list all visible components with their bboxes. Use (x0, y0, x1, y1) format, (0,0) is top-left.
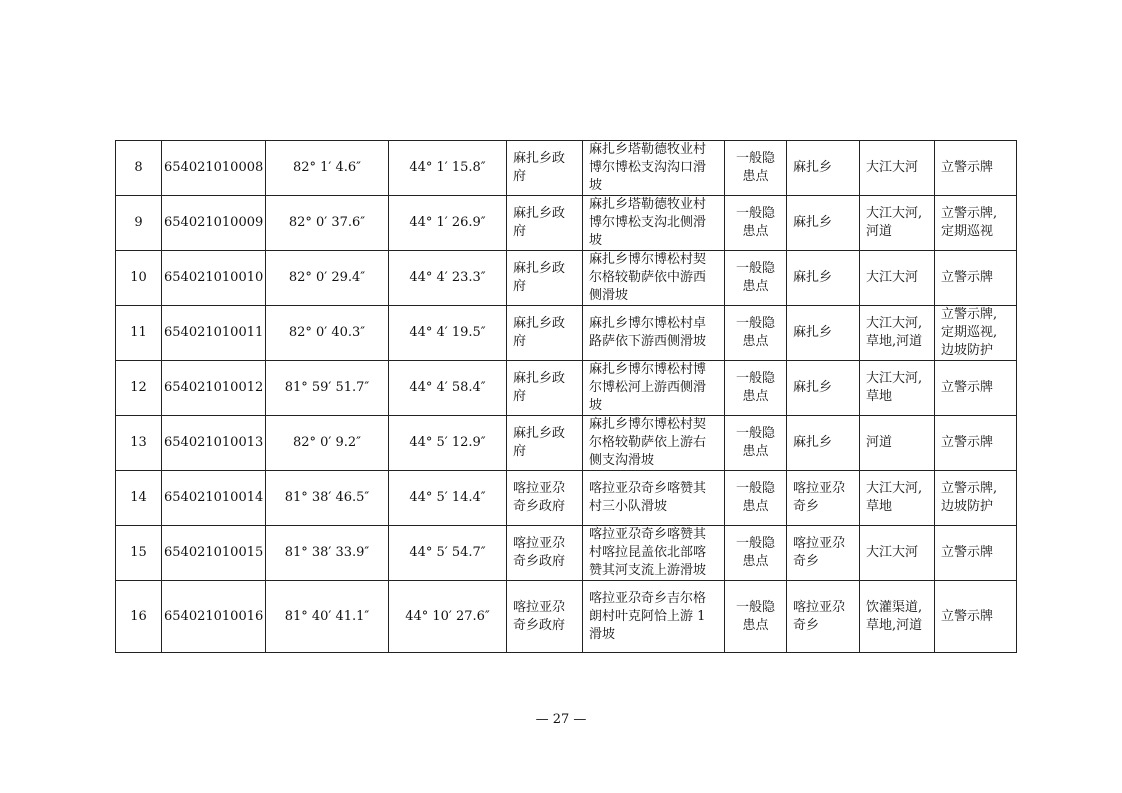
cell-location: 麻扎乡博尔博松村卓路萨依下游西侧滑坡 (583, 306, 725, 361)
cell-threat: 河道 (860, 416, 935, 471)
table-row (116, 581, 1017, 653)
cell-level: 一般隐患点 (725, 416, 787, 471)
cell-level: 一般隐患点 (725, 471, 787, 526)
cell-latitude: 44° 10′ 27.6″ (389, 581, 507, 653)
cell-code: 654021010012 (162, 361, 266, 416)
cell-township: 喀拉亚尕奇乡 (787, 581, 860, 653)
cell-latitude: 44° 5′ 54.7″ (389, 526, 507, 581)
cell-code: 654021010015 (162, 526, 266, 581)
cell-location: 麻扎乡博尔博松村契尔格较勒萨依中游西侧滑坡 (583, 251, 725, 306)
cell-longitude: 81° 38′ 33.9″ (266, 526, 389, 581)
cell-unit: 麻扎乡政府 (507, 141, 583, 196)
cell-township: 麻扎乡 (787, 306, 860, 361)
cell-code: 654021010010 (162, 251, 266, 306)
cell-measure: 立警示牌 (935, 416, 1017, 471)
cell-longitude: 82° 0′ 40.3″ (266, 306, 389, 361)
cell-no: 8 (116, 141, 162, 196)
cell-code: 654021010016 (162, 581, 266, 653)
cell-township: 麻扎乡 (787, 196, 860, 251)
cell-threat: 大江大河,草地 (860, 361, 935, 416)
table-body (116, 141, 1017, 653)
cell-township: 喀拉亚尕奇乡 (787, 471, 860, 526)
cell-location: 喀拉亚尕奇乡吉尔格朗村叶克阿恰上游 1 滑坡 (583, 581, 725, 653)
cell-unit: 喀拉亚尕奇乡政府 (507, 471, 583, 526)
cell-location: 麻扎乡博尔博松村博尔博松河上游西侧滑坡 (583, 361, 725, 416)
cell-location: 麻扎乡博尔博松村契尔格较勒萨依上游右侧支沟滑坡 (583, 416, 725, 471)
table-row (116, 196, 1017, 251)
cell-measure: 立警示牌,边坡防护 (935, 471, 1017, 526)
cell-unit: 麻扎乡政府 (507, 361, 583, 416)
cell-latitude: 44° 4′ 23.3″ (389, 251, 507, 306)
cell-measure: 立警示牌 (935, 361, 1017, 416)
cell-no: 15 (116, 526, 162, 581)
cell-code: 654021010011 (162, 306, 266, 361)
cell-measure: 立警示牌 (935, 141, 1017, 196)
cell-longitude: 82° 0′ 37.6″ (266, 196, 389, 251)
cell-longitude: 81° 59′ 51.7″ (266, 361, 389, 416)
cell-code: 654021010013 (162, 416, 266, 471)
cell-township: 麻扎乡 (787, 416, 860, 471)
cell-code: 654021010008 (162, 141, 266, 196)
cell-threat: 大江大河 (860, 251, 935, 306)
cell-no: 10 (116, 251, 162, 306)
cell-threat: 大江大河,河道 (860, 196, 935, 251)
cell-location: 喀拉亚尕奇乡喀赞其村喀拉昆盖依北部喀赞其河支流上游滑坡 (583, 526, 725, 581)
cell-latitude: 44° 5′ 14.4″ (389, 471, 507, 526)
cell-township: 麻扎乡 (787, 361, 860, 416)
cell-latitude: 44° 1′ 15.8″ (389, 141, 507, 196)
cell-code: 654021010009 (162, 196, 266, 251)
table-row (116, 141, 1017, 196)
table-row (116, 416, 1017, 471)
cell-longitude: 82° 1′ 4.6″ (266, 141, 389, 196)
cell-threat: 大江大河 (860, 141, 935, 196)
cell-latitude: 44° 4′ 58.4″ (389, 361, 507, 416)
cell-threat: 大江大河,草地 (860, 471, 935, 526)
cell-longitude: 82° 0′ 29.4″ (266, 251, 389, 306)
cell-township: 麻扎乡 (787, 141, 860, 196)
cell-no: 11 (116, 306, 162, 361)
cell-latitude: 44° 5′ 12.9″ (389, 416, 507, 471)
cell-latitude: 44° 4′ 19.5″ (389, 306, 507, 361)
table-row (116, 306, 1017, 361)
cell-level: 一般隐患点 (725, 196, 787, 251)
cell-longitude: 81° 38′ 46.5″ (266, 471, 389, 526)
cell-unit: 喀拉亚尕奇乡政府 (507, 581, 583, 653)
cell-no: 16 (116, 581, 162, 653)
cell-no: 9 (116, 196, 162, 251)
cell-township: 麻扎乡 (787, 251, 860, 306)
cell-township: 喀拉亚尕奇乡 (787, 526, 860, 581)
cell-no: 12 (116, 361, 162, 416)
cell-threat: 大江大河,草地,河道 (860, 306, 935, 361)
cell-unit: 麻扎乡政府 (507, 416, 583, 471)
cell-unit: 麻扎乡政府 (507, 306, 583, 361)
cell-code: 654021010014 (162, 471, 266, 526)
cell-location: 麻扎乡塔勒德牧业村博尔博松支沟沟口滑坡 (583, 141, 725, 196)
cell-level: 一般隐患点 (725, 306, 787, 361)
cell-location: 麻扎乡塔勒德牧业村博尔博松支沟北侧滑坡 (583, 196, 725, 251)
cell-no: 13 (116, 416, 162, 471)
cell-latitude: 44° 1′ 26.9″ (389, 196, 507, 251)
cell-threat: 饮灌渠道,草地,河道 (860, 581, 935, 653)
cell-location: 喀拉亚尕奇乡喀赞其村三小队滑坡 (583, 471, 725, 526)
cell-longitude: 82° 0′ 9.2″ (266, 416, 389, 471)
cell-level: 一般隐患点 (725, 581, 787, 653)
cell-measure: 立警示牌,定期巡视 (935, 196, 1017, 251)
cell-level: 一般隐患点 (725, 361, 787, 416)
cell-unit: 麻扎乡政府 (507, 251, 583, 306)
cell-measure: 立警示牌 (935, 581, 1017, 653)
cell-no: 14 (116, 471, 162, 526)
cell-level: 一般隐患点 (725, 526, 787, 581)
table-row (116, 471, 1017, 526)
hazard-point-table (115, 140, 1017, 653)
cell-measure: 立警示牌 (935, 526, 1017, 581)
table-row (116, 251, 1017, 306)
cell-level: 一般隐患点 (725, 141, 787, 196)
page-number: — 27 — (535, 712, 587, 727)
table-row (116, 361, 1017, 416)
cell-unit: 喀拉亚尕奇乡政府 (507, 526, 583, 581)
cell-unit: 麻扎乡政府 (507, 196, 583, 251)
cell-longitude: 81° 40′ 41.1″ (266, 581, 389, 653)
cell-measure: 立警示牌 (935, 251, 1017, 306)
cell-level: 一般隐患点 (725, 251, 787, 306)
cell-measure: 立警示牌,定期巡视,边坡防护 (935, 306, 1017, 361)
cell-threat: 大江大河 (860, 526, 935, 581)
table-row (116, 526, 1017, 581)
